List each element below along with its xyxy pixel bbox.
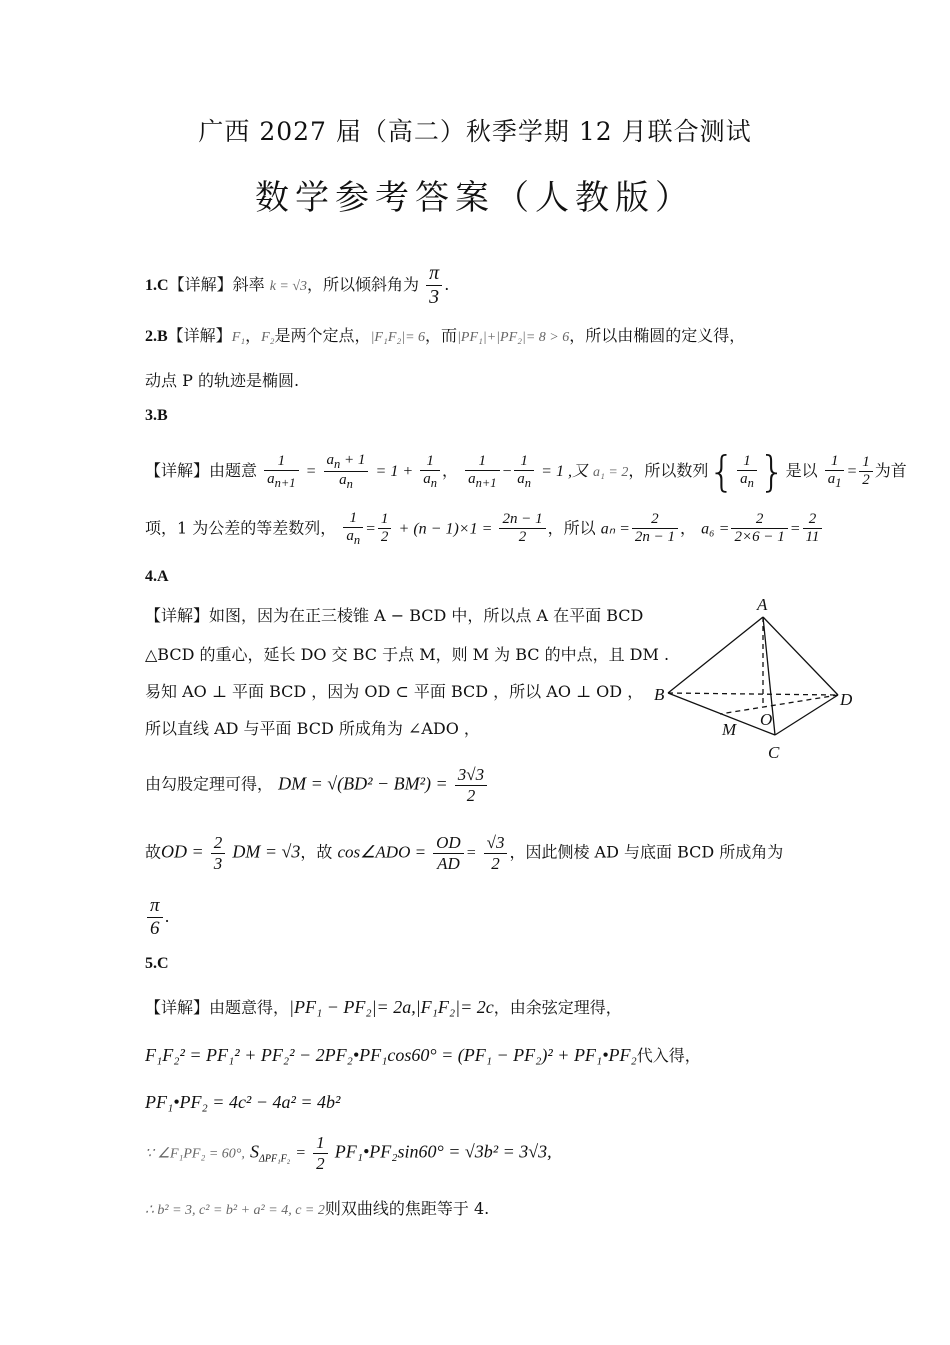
q5-result: ∴ b² = 3, c² = b² + a² = 4, c = 2 [145,1203,325,1218]
q3-text4: 为首 [874,461,907,480]
q2-label: 【详解】 [167,326,232,345]
page-title: 广西 2027 届（高二）秋季学期 12 月联合测试 [198,117,752,146]
q3-text5: 项，1 为公差的等差数列， [145,518,337,538]
q1-text2: ，所以倾斜角为 [307,275,420,294]
q3-number: 3.B [145,407,168,424]
q3-line2: 项，1 为公差的等差数列， $\frac{1}{a_n}$ = $\frac{1}{2}$ + (n − 1)×1 = $\frac{2n - 1}{2}$ ，所以 aₙ = $\frac{2}{2n - 1}$ ， a₆ = $\frac{2}{2\times 6 - 1}$ = $\frac{2}{11}$ [145,510,824,548]
q5-math1: |PF₁ − PF₂|= 2a,|F₁F₂|= 2c [289,997,494,1017]
q3-a1: a₁ = 2 [593,465,629,480]
q3-eq1: = 1 + [375,463,414,480]
q4-cos-frac: $\frac{OD}{AD}$ [433,833,464,873]
q3-eq3: = [846,463,858,480]
q2-line2: 动点 P 的轨迹是椭圆. [145,371,300,390]
label-b: B [654,685,665,704]
q2-sum: |PF₁|+|PF₂|= 8 > 6 [457,330,570,345]
q3-frac-10: $\frac{2n - 1}{2}$ [499,511,545,547]
q3-eq4: + (n − 1)×1 = [398,520,493,538]
q3-eq2: = 1 ,又 [541,463,588,480]
q3-frac-8: $\frac{1}{a_n}$ [343,510,363,548]
q3-frac-7: $\frac{1}{2}$ [859,454,873,490]
q3-eq5: = [789,520,801,538]
q3-text3: 是以 [785,461,818,480]
q4-line5 [145,765,489,805]
q3-line1: 【详解】由题意 $\frac{1}{a_{n+1}}$ = $\frac{a_n + 1}{a_n}$ = 1 + $\frac{1}{a_n}$ ， $\frac{1}{a_{n+1}}$ − $\frac{1}{a_n}$ = 1 ,又 a₁ = 2，所以数列{ $\frac{1}{a_n}$ }是以 $\frac{1}{a_1}$ = $\frac{1}{2}$ 为首 [145,447,907,496]
q4-line6 [145,833,783,873]
q1-answer-fraction: $\frac{\pi}{3}$ [426,262,442,309]
q2-sep: ， [245,326,262,345]
q1-number: 1.C [145,277,169,294]
q1-end: . [444,275,450,294]
q4-eq: = [465,844,477,862]
q3-seq: $\frac{1}{a_n}$ [737,453,757,491]
q5-line1 [145,995,622,1018]
q2-f2: F₂ [261,330,275,345]
q4-dm-frac: $\frac{3√3}{2}$ [455,765,487,805]
q2-text2: ，而 [425,326,458,345]
q4-text6: 故 [145,842,162,862]
q2-line [145,323,745,346]
q3-label: 【详解】 [145,461,210,480]
q3-frac-12: $\frac{2}{2\times 6 - 1}$ [731,511,787,547]
q4-od: OD = [161,841,204,862]
q3-frac-4: $\frac{1}{a_{n+1}}$ [465,453,499,491]
edge-bd [668,693,838,695]
q4-answer [145,895,170,940]
q5-conclusion: 则双曲线的焦距等于 4. [324,1199,490,1218]
q5-text2: ，由余弦定理得， [493,998,622,1017]
q4-line1: 【详解】如图，因为在正三棱锥 A − BCD 中，所以点 A 在平面 BCD [145,606,644,625]
q5-math3: PF₁•PF₂ = 4c² − 4a² = 4b² [145,1092,341,1112]
q5-text3: 代入得， [636,1046,701,1065]
q4-cos: cos∠ADO = [337,842,427,862]
q5-half: $\frac{1}{2}$ [313,1133,328,1173]
q1-line [145,262,449,309]
q4-line4: 所以直线 AD 与平面 BCD 所成角为 ∠ADO ， [145,719,480,738]
q4-line3: 易知 AO ⊥ 平面 BCD ，因为 OD ⊂ 平面 BCD ，所以 AO ⊥ OD ， [145,682,644,701]
label-o: O [760,710,773,729]
label-d: D [840,690,853,709]
q4-number: 4.A [145,568,169,585]
q5-line2 [145,1043,701,1066]
q5-eq: = [295,1144,307,1162]
q5-area-sub: ΔPF₁F₂ [259,1153,291,1165]
q3-text: 由题意 [209,461,258,480]
q3-comma: ， [441,461,458,480]
q5-math4: PF₁•PF₂sin60° = √3b² = 3√3, [334,1141,552,1162]
q3-frac-11: $\frac{2}{2n - 1}$ [632,511,678,547]
q5-math2: F₁F₂² = PF₁² + PF₂² − 2PF₂•PF₁cos60° = (PF₁ − PF₂)² + PF₁•PF₂ [145,1045,637,1065]
q4-od-frac: $\frac{2}{3}$ [211,833,226,873]
q4-answer-fraction: $\frac{\pi}{6}$ [147,895,163,940]
q5-line4 [145,1133,552,1173]
q2-f1: F₁ [231,330,246,345]
q3-an: aₙ = [600,520,630,538]
label-c: C [768,743,780,762]
q3-frac-2: $\frac{a_n + 1}{a_n}$ [324,452,369,492]
q4-line2: △BCD 的重心，延长 DO 交 BC 于点 M，则 M 为 BC 的中点，且 DM . [145,645,670,664]
q3-text6: ，所以 [547,518,596,538]
q1-label: 【详解】 [168,275,233,294]
edge-ab [668,617,763,693]
q2-text3: ，所以由椭圆的定义得， [569,326,746,345]
q3-frac-3: $\frac{1}{a_n}$ [420,453,440,491]
q5-number: 5.C [145,955,169,972]
q4-dm: DM = √(BD² − BM²) = [278,773,448,794]
q5-given: ∵ ∠F₁PF₂ = 60°, [145,1146,245,1162]
page-subtitle: 数学参考答案（人教版） [255,178,695,218]
q2-dist: |F₁F₂|= 6 [370,330,426,345]
q3-frac-6: $\frac{1}{a_1}$ [825,453,845,491]
q3-frac-1: $\frac{1}{a_{n+1}}$ [264,453,298,491]
tetrahedron-figure [650,595,870,765]
q3-frac-13: $\frac{2}{11}$ [803,511,823,547]
q3-frac-9: $\frac{1}{2}$ [378,511,392,547]
q1-text: 斜率 [232,275,265,294]
q4-text8: ，因此侧棱 AD 与底面 BCD 所成角为 [509,842,784,862]
label-a: A [757,595,768,614]
q4-od2: DM = √3 [232,841,301,862]
q5-text1: 【详解】由题意得， [145,998,290,1017]
edge-cd [775,695,838,735]
q5-line5 [145,1196,489,1219]
q4-cos-val: $\frac{√3}{2}$ [484,833,508,873]
q4-text5: 由勾股定理可得， [145,774,274,794]
q2-text: 是两个定点， [274,326,371,345]
q3-frac-5: $\frac{1}{a_n}$ [514,453,534,491]
q2-number: 2.B [145,328,168,345]
q3-a6: a₆ = [701,520,730,538]
q3-text2: ，所以数列 [628,461,709,480]
edge-ad [763,617,838,695]
q1-slope: k = √3 [269,279,308,294]
q3-comma2: ， [679,518,696,538]
q4-text7: ，故 [300,842,333,862]
q5-area: S [250,1141,259,1162]
label-m: M [722,720,737,739]
q5-line3 [145,1092,340,1113]
q4-end: . [164,906,170,926]
segment-dm [720,695,838,714]
